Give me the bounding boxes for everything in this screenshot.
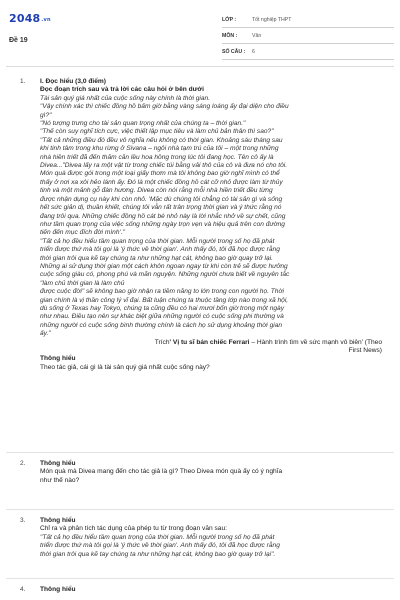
header-divider xyxy=(6,66,394,67)
passage-line: thời gian trôi qua kẽ tay chúng ta như những hạt cát, không bao giờ quay trở lại. xyxy=(40,254,273,262)
passage-line: "Vậy chính xác thì chiếc đồng hồ bấm giờ bằng vàng sáng loáng ấy đại diện cho điều xyxy=(40,103,289,111)
question-number: 4. xyxy=(20,586,26,593)
info-value: Văn xyxy=(252,32,262,39)
passage-line: Những ai sử dụng thời gian một cách khôn ngoan ngay từ khi còn trẻ sẽ được hưởng xyxy=(40,262,288,270)
passage-line: thấy ở nơi xa xôi hẻo lánh ấy. Đó là một chiếc đồng hồ cát cỡ nhỏ được làm từ thủy xyxy=(40,178,283,186)
source-line-2: First News) xyxy=(348,347,382,354)
passage-line: "Tất cả họ đều hiểu tầm quan trọng của thời gian. Mỗi người trong số họ đã phát xyxy=(40,533,275,541)
passage-line: Món quà được gói trong một loại giấy thơm mà tôi không bao giờ nghĩ mình có thể xyxy=(40,170,280,178)
page-header xyxy=(0,0,400,64)
passage-line: dù sống ở Texas hay Tokyo, chúng ta cũng đều có hai mươi bốn giờ trong một ngày xyxy=(40,304,285,312)
site-logo[interactable] xyxy=(9,12,51,25)
question-text: như thế nào? xyxy=(40,476,80,484)
passage-line: được cuộc đời" sẽ không bao giờ nhận ra tiềm năng to lớn trong con người họ. Thời xyxy=(40,288,284,296)
question-text: Theo tác giả, cái gì là tài sản quý giá nhất cuộc sống này? xyxy=(40,363,210,371)
passage-line: khi tinh tâm trong khu rừng ở Sivana – ngôi nhà tạm trú của tôi – một trong những xyxy=(40,145,279,153)
passage-line: tinh và một mảnh gỗ đàn hương. Divea còn nói rằng mỗi nhà hiền triết đều từng xyxy=(40,187,273,195)
question-divider xyxy=(6,509,394,510)
passage-line: hết sức giản dị, thuần khiết, chúng tôi vẫn rất trân trọng thời gian và ý thức rằng nó xyxy=(40,204,282,212)
passage-line: nhà hiền triết đã đến thăm căn lều hoa hồng trong lúc tôi đang học. Tên cô ấy là xyxy=(40,153,274,161)
passage-line: như tầm quan trọng của việc sống những ngày trọn vẹn và hiệu quả trên con đường xyxy=(40,220,285,228)
passage-source xyxy=(40,339,382,347)
passage-line: triển được thứ mà tôi gọi là 'ý thức về thời gian'. Anh thấy đó, tôi đã học được rằng xyxy=(40,542,280,550)
info-label: SỐ CÂU : xyxy=(222,48,246,55)
passage-line: gian chính là vị thần công lý vĩ đại. Bất luận chúng ta thuộc tầng lớp nào trong xã hội, xyxy=(40,296,289,304)
question-divider xyxy=(6,578,394,579)
question-heading: Thông hiểu xyxy=(40,355,76,363)
question-heading: I. Đọc hiểu (3,0 điểm) xyxy=(40,78,106,85)
info-value: 6 xyxy=(252,48,255,55)
question-body xyxy=(40,586,382,594)
info-row-class xyxy=(222,12,394,28)
passage-line: triển được thứ mà tôi gọi là 'ý thức về thời gian'. Anh thấy đó, tôi đã học được rằng xyxy=(40,246,280,254)
question-body xyxy=(40,78,382,372)
question-heading: Đọc đoạn trích sau và trả lời các câu hỏi ở bên dưới xyxy=(40,86,204,94)
question-text: Chỉ ra và phân tích tác dụng của phép tu từ trong đoạn văn sau: xyxy=(40,525,227,533)
question-heading: Thông hiểu xyxy=(40,460,76,467)
source-rest: – Hành trình tìm về sức mạnh vô biên' (Theo xyxy=(249,338,382,346)
passage-line: cuộc sống giàu có, phong phú và mãn nguyện. Những người chưa biết về nguyên tắc xyxy=(40,271,290,279)
question-body xyxy=(40,517,382,559)
exam-title: Đề 19 xyxy=(9,37,28,44)
info-label: LỚP : xyxy=(222,16,237,23)
passage-line: đang trôi qua. Những chiếc đồng hồ cát bé nhỏ này là lời nhắc nhở về sự chết, cũng xyxy=(40,212,286,220)
source-title: ' Vị tu sĩ bán chiếc Ferrari xyxy=(169,338,250,346)
info-row-question-count xyxy=(222,44,394,60)
question-number: 2. xyxy=(20,460,26,467)
logo-suffix: .vn xyxy=(41,17,51,23)
logo-main: 2048 xyxy=(9,12,41,25)
question-text: Món quà mà Divea mang đến cho tác giả là gì? Theo Divea món quà ấy có ý nghĩa xyxy=(40,468,283,476)
info-label: MÔN : xyxy=(222,32,238,39)
passage-line: "Tất cả họ đều hiểu tầm quan trọng của thời gian. Mỗi người trong số họ đã phát xyxy=(40,237,275,245)
passage-line: "Thế còn suy nghĩ tích cực, việc thiết lập mục tiêu và làm chủ bản thân thì sao?" xyxy=(40,128,274,136)
passage-line: tiến đến mục đích đời mình'." xyxy=(40,229,125,237)
question-heading: Thông hiểu xyxy=(40,517,76,524)
passage-line: Divea..."Divea lấy ra một vật từ trong chiếc túi bằng vải thô của cô và đưa nó cho tôi. xyxy=(40,162,288,170)
question-body xyxy=(40,460,382,485)
passage-line: "Nó tượng trưng cho tài sản quan trọng nhất của chúng ta – thời gian." xyxy=(40,120,246,128)
passage-line: "làm chủ thời gian là làm chủ xyxy=(40,279,125,287)
passage-line: gì?" xyxy=(40,111,52,119)
exam-info-table xyxy=(222,12,394,60)
question-heading: Thông hiểu xyxy=(40,586,76,593)
passage-line: như nhau. Điều tạo nên sự khác biệt giữa những người có cuộc sống phi thường và xyxy=(40,313,284,321)
passage-line: những người có cuộc sống bình thường chính là cách họ sử dụng khoảng thời gian xyxy=(40,321,283,329)
info-value: Tốt nghiệp THPT xyxy=(252,16,292,23)
info-row-subject xyxy=(222,28,394,44)
question-number: 1. xyxy=(20,78,26,85)
passage-line: thời gian trôi qua kẽ tay chúng ta như những hạt cát, không bao giờ quay trở lại". xyxy=(40,550,276,558)
passage-line: ấy." xyxy=(40,330,51,338)
question-number: 3. xyxy=(20,517,26,524)
passage-line: "Tất cả những điều đó đều vô nghĩa nếu không có thời gian. Khoảng sáu tháng sau xyxy=(40,136,283,144)
question-divider xyxy=(6,452,394,453)
passage-line: Tài sản quý giá nhất của cuộc sống này chính là thời gian. xyxy=(40,94,211,102)
source-prefix: Trích xyxy=(154,338,170,346)
passage-line: được nhận dụng cụ này khi còn nhỏ. 'Mặc dù chúng tôi chẳng có tài sản gì và sống xyxy=(40,195,283,203)
